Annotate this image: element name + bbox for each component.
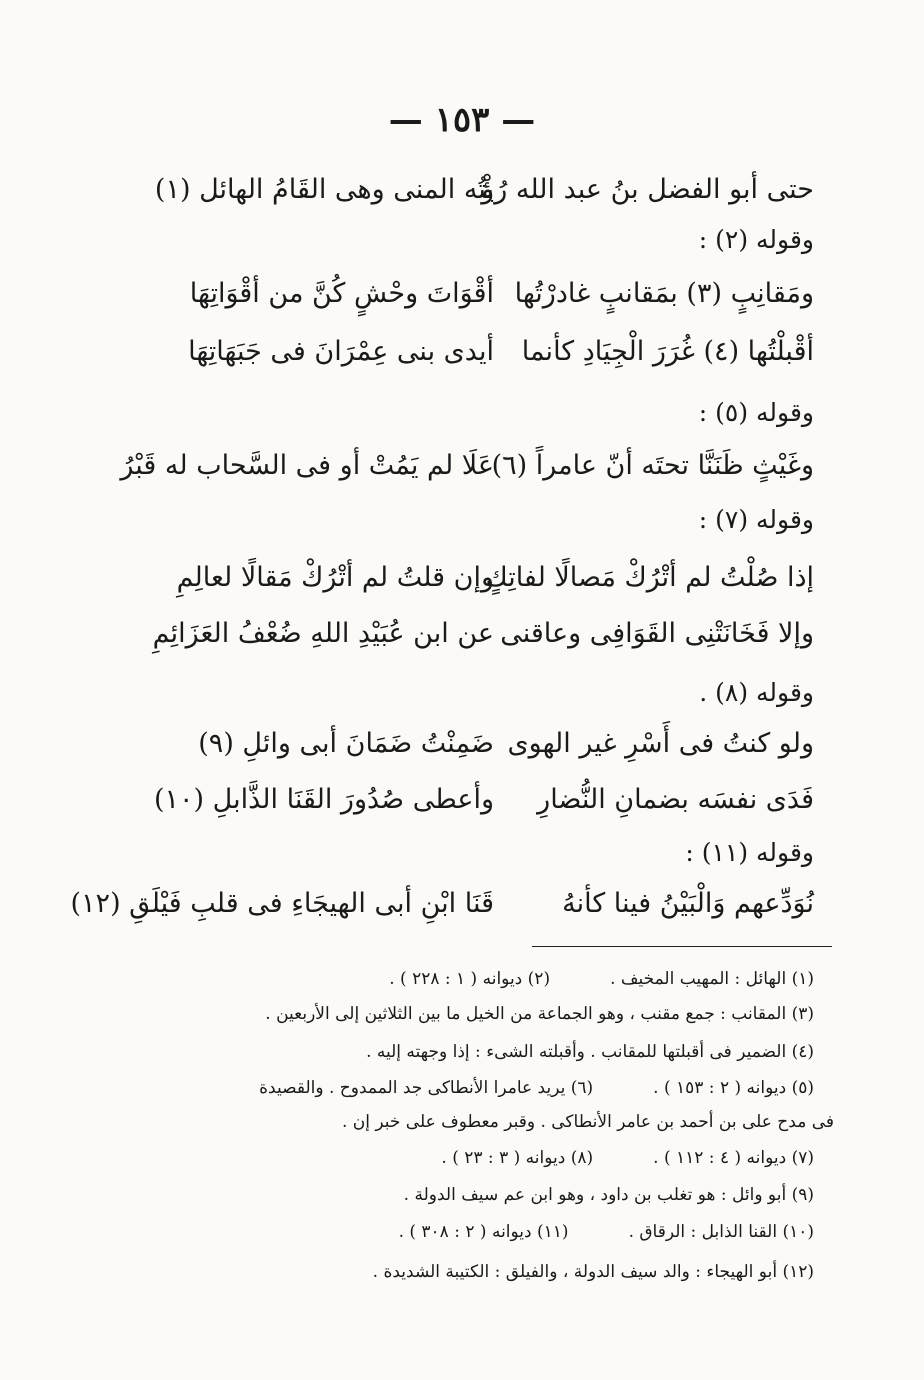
verse-line [194,722,814,766]
quote-heading: وقوله (٥) : [698,398,814,427]
footnote: (١) الهائل : المهيب المخيف . [610,969,814,989]
footnote: (١٠) القنا الذابل : الرقاق . [628,1222,814,1242]
verse-line [153,778,814,822]
footnote-line [366,1037,814,1067]
first-hemistich: وغَيْثٍ ظَنَنَّا تحتَه أنّ عامراً (٦) [491,450,814,481]
quote-heading: وقوله (٢) : [698,225,814,254]
second-hemistich: عن ابن عُبَيْدِ اللهِ ضُعْفُ العَزَائِمِ [152,618,494,649]
footnote: (١٢) أبو الهيجاء : والد سيف الدولة ، والفيلق : الكتيبة الشديدة . [372,1262,814,1282]
footnote-line [259,1073,814,1103]
second-hemistich: عَلَا لم يَمُتْ أو فى السَّحاب له قَبْرُ [120,450,494,481]
footnote: (٧) ديوانه ( ٤ : ١١٢ ) . [653,1148,814,1168]
footnote: (٤) الضمير فى أقبلتها للمقانب . وأقبلته الشىء : إذا وجهته إليه . [366,1042,814,1062]
first-hemistich: ولو كنتُ فى أَسْرِ غير الهوى [507,728,814,759]
footnote: (٩) أبو وائل : هو تغلب بن داود ، وهو ابن عم سيف الدولة . [403,1185,814,1205]
footnote-separator [532,946,832,947]
footnote-line [389,964,814,994]
quote-heading: وقوله (١١) : [685,838,814,867]
first-hemistich: حتى أبو الفضل بنُ عبد الله رُؤْ [481,174,814,205]
footnote: فى مدح على بن أحمد بن عامر الأنطاكى . وقبر معطوف على خبر إن . [341,1112,834,1132]
first-hemistich: أقْبلْتُها (٤) غُرَرَ الْجِيَادِ كأنما [521,336,814,367]
first-hemistich: إذا صُلْتُ لم أتْرُكْ مَصالًا لفاتِكٍ [485,562,814,593]
first-hemistich: فَدَى نفسَه بضمانِ النُّضارِ [537,784,814,815]
verse-line [154,168,814,212]
second-hemistich: أيدى بنى عِمْرَانَ فى جَبَهَاتِهَا [188,336,494,367]
verse-line [70,882,814,926]
quote-heading: وقوله (٨) . [699,678,814,707]
first-hemistich: وإلا فَخَانَتْنِى القَوَافِى وعاقنى [500,618,814,649]
footnote: (١١) ديوانه ( ٢ : ٣٠٨ ) . [398,1222,569,1242]
footnote-line [373,1257,814,1287]
verse-line [176,556,814,600]
footnote: (٣) المقانب : جمع مقنب ، وهو الجماعة من الخيل ما بين الثلاثين إلى الأربعين . [265,1004,814,1024]
footnote: (٦) يريد عامرا الأنطاكى جد الممدوح . والقصيدة [259,1078,594,1098]
footnote: (٢) ديوانه ( ١ : ٢٢٨ ) . [389,969,551,989]
footnote: (٥) ديوانه ( ٢ : ١٥٣ ) . [653,1078,814,1098]
second-hemistich: ضَمِنْتُ ضَمَانَ أبى وائلِ (٩) [198,728,494,759]
second-hemistich: قَنَا ابْنِ أبى الهيجَاءِ فى قلبِ فَيْلَقِ (١٢) [70,888,494,919]
page-number: — ١٥٣ — [388,100,536,140]
footnote-line [441,1143,814,1173]
verse-line [120,444,814,488]
footnote-line [404,1180,814,1210]
footnote-line [265,999,814,1029]
second-hemistich: وإن قلتُ لم أتْرُكْ مَقالًا لعالِمِ [176,562,494,593]
second-hemistich: يتُه المنى وهى القَامُ الهائل (١) [154,174,494,205]
first-hemistich: نُوَدِّعهم وَالْبَيْنُ فينا كأنهُ [562,888,814,919]
verse-line [152,612,814,656]
verse-line [189,272,814,316]
second-hemistich: أقْوَاتَ وحْشٍ كُنَّ من أقْوَاتِهَا [189,278,494,309]
verse-line [188,330,814,374]
second-hemistich: وأعطى صُدُورَ القَنَا الذَّابلِ (١٠) [153,784,494,815]
first-hemistich: ومَقانِبٍ (٣) بمَقانبٍ غادرْتُها [514,278,814,309]
footnote-line [399,1217,814,1247]
footnote: (٨) ديوانه ( ٣ : ٢٣ ) . [441,1148,594,1168]
footnote-line [342,1107,834,1137]
quote-heading: وقوله (٧) : [698,505,814,534]
